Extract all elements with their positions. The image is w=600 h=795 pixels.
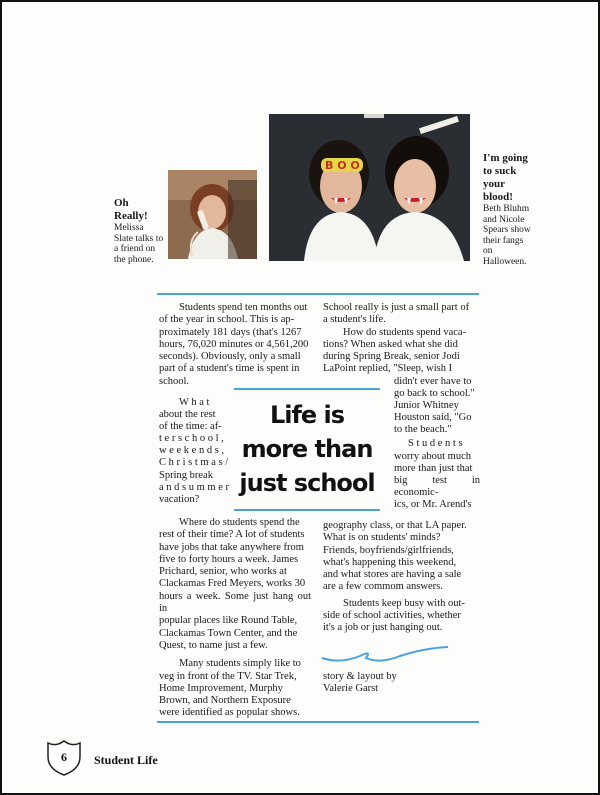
text-line: five to forty hours a week. James [159, 553, 299, 565]
text-line: have jobs that take anywhere from [159, 541, 304, 553]
text-line: LaPoint replied, "Sleep, wish I [323, 363, 453, 375]
text-line: Spring break [159, 469, 213, 481]
title-line-1: Life is [269, 401, 345, 429]
right-column-bottom [323, 520, 479, 635]
text-line: geography class, or that LA paper. [323, 520, 467, 531]
text-line: popular places like Round Table, [159, 615, 298, 627]
page-number: 6 [61, 750, 67, 764]
svg-text:B O O: B O O [325, 159, 360, 172]
text-line: about the rest [159, 409, 216, 421]
text-line: Many students simply like to [179, 658, 301, 670]
title-line-2: more than [241, 435, 373, 463]
text-line: and what stores are having a sale [323, 569, 462, 581]
caption-phone-text: Melissa Slate talks to a friend on the phone. [114, 223, 164, 265]
left-column-top [159, 302, 311, 388]
text-line: didn't ever have to [394, 376, 472, 387]
text-line: W h a t [179, 397, 210, 408]
text-line: t e r s c h o o l , [159, 433, 224, 445]
text-line: are a few commom answers. [323, 581, 443, 593]
text-line: Prichard, senior, who works at [159, 566, 287, 578]
squiggle-ornament [320, 644, 450, 666]
text-line: tions? When asked what she did [323, 338, 458, 350]
text-line: How do students spend vaca- [343, 326, 467, 338]
text-line: go back to school." [394, 388, 475, 400]
left-p1 [159, 302, 311, 388]
text-line: S t u d e n t s [408, 438, 463, 450]
caption-fangs-head: I'm going to suck your blood! [483, 152, 528, 203]
right-column-top [323, 302, 479, 376]
text-line: Home Improvement, Murphy [159, 682, 283, 694]
text-line: of the time: af- [159, 421, 222, 433]
text-line: Clackamas Fred Meyers, works 30 [159, 578, 306, 590]
text-line: worry about much [394, 450, 471, 462]
section-label: Student Life [94, 753, 158, 767]
byline [323, 671, 397, 694]
caption-fangs-text: Beth Bluhm and Nicole Spears show their fangs on Halloween. [483, 204, 531, 267]
photo-girls-with-fangs [269, 114, 470, 261]
text-line: school. [159, 375, 190, 387]
text-line: rest of their time? A lot of students [159, 529, 305, 541]
text-line: vacation? [159, 493, 200, 505]
text-line: more than just that [394, 462, 473, 474]
caption-phone [114, 197, 164, 265]
text-line: to the beach." [394, 424, 452, 436]
caption-phone-head: Oh Really! [114, 197, 148, 222]
text-line: part of a student's time is spent in [159, 363, 300, 375]
divider-bottom [157, 721, 479, 723]
divider-top [157, 293, 479, 295]
text-line: it's a job or just hanging out. [323, 622, 443, 634]
text-line: Students spend ten months out [179, 302, 308, 313]
byline-label: story & layout by [323, 671, 397, 682]
text-line: School really is just a small part of [323, 302, 470, 313]
text-line: veg in front of the TV. Star Trek, [159, 670, 297, 682]
text-line: Junior Whitney [394, 400, 459, 412]
text-line: Students keep busy with out- [343, 597, 465, 609]
photo-girl-on-phone [168, 170, 257, 259]
text-line: of the year in school. This is ap- [159, 314, 295, 326]
text-line: hours a week. Some just hang out in [159, 590, 311, 615]
text-line: proximately 181 days (that's 1267 [159, 326, 302, 338]
text-line: w e e k e n d s , [159, 445, 225, 457]
text-line: big test in economic- [394, 474, 480, 498]
text-line: What is on students' minds? [323, 532, 441, 544]
left-column-bottom [159, 517, 311, 720]
text-line: during Spring Break, senior Jodi [323, 351, 460, 363]
text-line: were identified as popular shows. [159, 707, 300, 719]
text-line: ics, or Mr. Arend's [394, 498, 472, 510]
text-line: Where do students spend the [179, 517, 300, 528]
text-line: Brown, and Northern Exposure [159, 695, 291, 707]
left-column-wrap [159, 397, 229, 506]
text-line: a student's life. [323, 314, 386, 326]
text-line: hours, 76,020 minutes or 4,561,200 [159, 338, 309, 350]
text-line: seconds). Obviously, only a small [159, 351, 301, 363]
byline-author: Valerie Garst [323, 682, 379, 694]
text-line: Houston said, "Go [394, 412, 472, 424]
text-line: side of school activities, whether [323, 610, 461, 622]
title-rule-top [234, 388, 380, 390]
text-line: C h r i s t m a s / [159, 457, 229, 469]
text-line: Friends, boyfriends/girlfriends, [323, 544, 454, 556]
text-line: what's happening this weekend, [323, 556, 457, 568]
caption-fangs [483, 152, 535, 267]
title-line-3: just school [239, 469, 375, 497]
title-rule-bottom [234, 509, 380, 511]
text-line: Quest, to name just a few. [159, 639, 268, 651]
text-line: Clackamas Town Center, and the [159, 627, 298, 639]
right-column-wrap [394, 376, 480, 511]
article-title [232, 398, 382, 500]
text-line: a n d s u m m e r [159, 481, 229, 493]
